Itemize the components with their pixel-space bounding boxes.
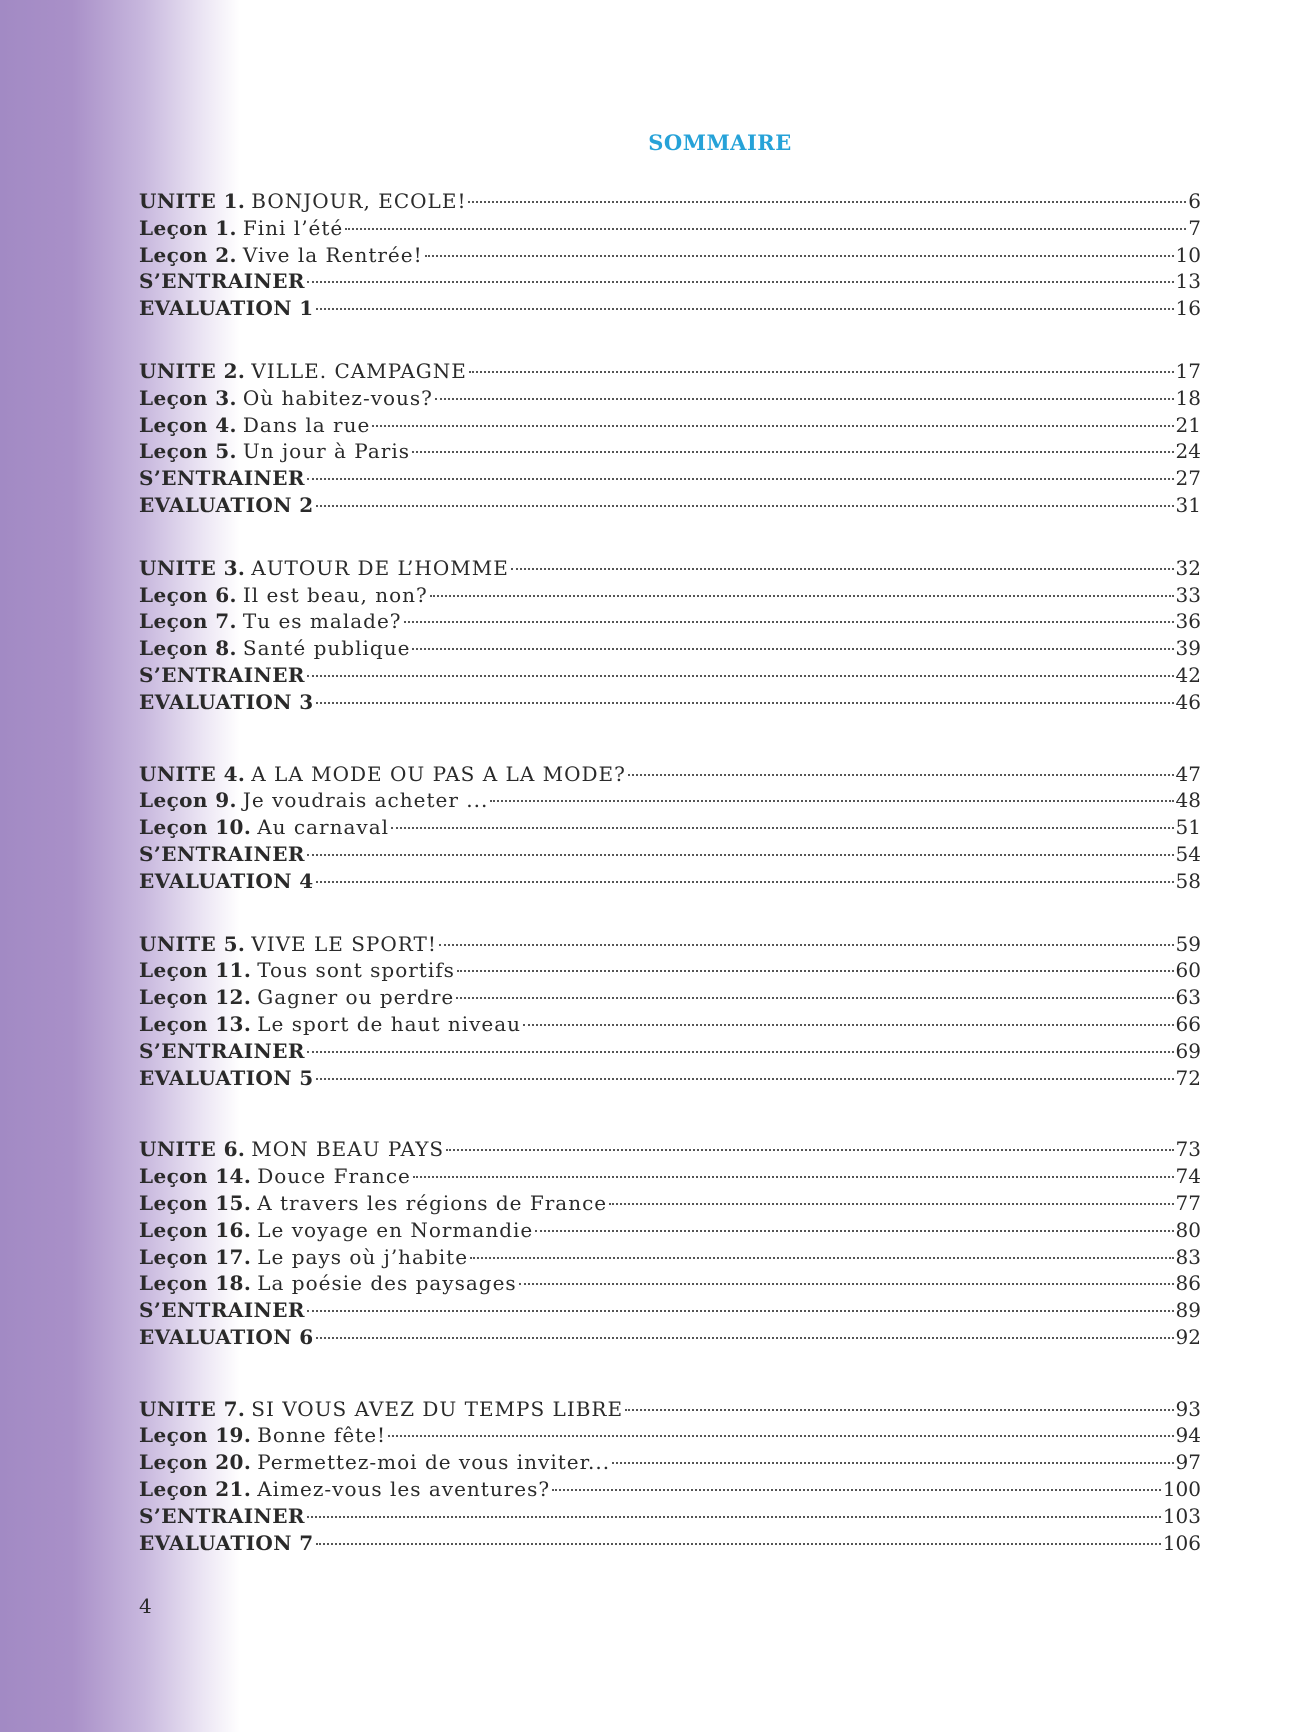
toc-section: [139, 188, 1201, 322]
toc-entry-label: Leçon 5.: [139, 439, 237, 464]
toc-entry-heading: [139, 188, 466, 215]
toc-entry[interactable]: [139, 582, 1201, 609]
toc-entry-page: 17: [1175, 358, 1201, 383]
toc-entry-heading: [139, 1190, 607, 1217]
toc-entry-label: Leçon 14.: [139, 1164, 252, 1189]
toc-entry-page: 80: [1175, 1217, 1201, 1242]
toc-entry[interactable]: [139, 358, 1201, 385]
toc-entry-heading: [139, 268, 305, 295]
toc-entry[interactable]: [139, 957, 1201, 984]
dot-leader: [413, 1175, 1174, 1178]
toc-entry-heading: [139, 492, 314, 519]
dot-leader: [490, 799, 1173, 802]
toc-entry-label: Leçon 7.: [139, 609, 237, 634]
toc-entry[interactable]: [139, 761, 1201, 788]
dot-leader: [307, 674, 1174, 677]
toc-entry-page: 63: [1175, 985, 1201, 1010]
table-of-contents: [139, 188, 1201, 1592]
dot-leader: [412, 647, 1173, 650]
toc-entry-page: 73: [1175, 1137, 1201, 1162]
toc-entry-label: EVALUATION 1: [139, 296, 314, 321]
dot-leader: [372, 424, 1173, 427]
dot-leader: [307, 280, 1174, 283]
toc-entry[interactable]: [139, 814, 1201, 841]
toc-entry-label: S’ENTRAINER: [139, 841, 305, 866]
page-number: 4: [139, 1594, 152, 1618]
dot-leader: [468, 200, 1186, 203]
toc-entry-page: 42: [1175, 662, 1201, 687]
toc-entry-heading: [139, 1244, 468, 1271]
toc-entry-heading: [139, 1503, 305, 1530]
dot-leader: [552, 1488, 1161, 1491]
toc-entry-page: 89: [1175, 1298, 1201, 1323]
dot-leader: [316, 1336, 1174, 1339]
toc-entry[interactable]: [139, 635, 1201, 662]
toc-entry-label: S’ENTRAINER: [139, 1038, 305, 1063]
toc-entry-heading: [139, 465, 305, 492]
toc-entry-heading: [139, 358, 467, 385]
toc-entry-title: SI VOUS AVEZ DU TEMPS LIBRE: [251, 1396, 624, 1421]
toc-entry-title: La poésie des paysages: [257, 1271, 517, 1296]
toc-entry-heading: [139, 1217, 533, 1244]
toc-entry[interactable]: [139, 662, 1201, 689]
toc-entry-page: 21: [1175, 412, 1201, 437]
toc-entry-label: UNITE 1.: [139, 189, 246, 213]
toc-entry[interactable]: [139, 215, 1201, 242]
toc-entry-title: A LA MODE OU PAS A LA MODE?: [251, 761, 626, 786]
toc-entry-page: 32: [1175, 555, 1201, 580]
toc-entry-label: EVALUATION 7: [139, 1530, 314, 1555]
toc-entry-label: Leçon 17.: [139, 1244, 252, 1269]
toc-entry-page: 36: [1175, 609, 1201, 634]
toc-entry-label: Leçon 6.: [139, 582, 237, 607]
toc-entry-label: UNITE 2.: [139, 358, 246, 383]
toc-entry[interactable]: [139, 1011, 1201, 1038]
toc-entry-page: 97: [1175, 1450, 1201, 1475]
toc-entry-page: 58: [1175, 868, 1201, 893]
toc-entry-heading: [139, 635, 410, 662]
toc-entry-heading: [139, 555, 509, 582]
toc-entry-title: Le sport de haut niveau: [257, 1011, 522, 1036]
toc-entry-label: Leçon 2.: [139, 242, 237, 267]
toc-entry-heading: [139, 1396, 623, 1423]
toc-entry-title: Un jour à Paris: [242, 439, 411, 464]
page-title: SOMMAIRE: [648, 130, 792, 155]
toc-entry[interactable]: [139, 787, 1201, 814]
toc-entry-page: 103: [1162, 1503, 1201, 1528]
dot-leader: [612, 1461, 1173, 1464]
dot-leader: [307, 477, 1174, 480]
toc-entry-label: S’ENTRAINER: [139, 269, 305, 294]
toc-entry-heading: [139, 761, 626, 788]
toc-entry-label: Leçon 19.: [139, 1423, 252, 1448]
dot-leader: [425, 254, 1174, 257]
toc-entry[interactable]: [139, 555, 1201, 582]
toc-entry-page: 10: [1175, 242, 1201, 267]
toc-entry-label: UNITE 3.: [139, 555, 246, 580]
toc-entry-title: Bonne fête!: [257, 1423, 387, 1448]
toc-entry-label: EVALUATION 5: [139, 1065, 314, 1090]
toc-entry-heading: [139, 1530, 314, 1557]
toc-entry-label: EVALUATION 3: [139, 689, 314, 714]
dot-leader: [316, 1542, 1161, 1545]
dot-leader: [511, 567, 1174, 570]
toc-entry-title: Gagner ou perdre: [257, 985, 455, 1010]
toc-entry-page: 106: [1162, 1530, 1201, 1555]
toc-entry-page: 60: [1175, 958, 1201, 983]
toc-entry-title: VILLE. CAMPAGNE: [251, 358, 467, 383]
toc-entry[interactable]: [139, 1163, 1201, 1190]
toc-entry-heading: [139, 438, 410, 465]
toc-entry-page: 18: [1175, 385, 1201, 410]
dot-leader: [519, 1282, 1174, 1285]
dot-leader: [446, 1148, 1173, 1151]
toc-entry-title: AUTOUR DE L’HOMME: [251, 555, 509, 580]
toc-entry-heading: [139, 608, 402, 635]
dot-leader: [628, 773, 1174, 776]
dot-leader: [307, 853, 1174, 856]
toc-entry-title: MON BEAU PAYS: [251, 1137, 445, 1162]
dot-leader: [435, 397, 1174, 400]
toc-entry[interactable]: [139, 1270, 1201, 1297]
dot-leader: [439, 943, 1174, 946]
toc-entry-label: Leçon 9.: [139, 788, 237, 813]
toc-entry-heading: [139, 787, 488, 814]
toc-entry[interactable]: [139, 1136, 1201, 1163]
toc-entry[interactable]: [139, 984, 1201, 1011]
toc-entry-title: A travers les régions de France: [257, 1190, 608, 1215]
toc-entry-page: 39: [1175, 636, 1201, 661]
toc-entry-label: Leçon 21.: [139, 1477, 252, 1502]
dot-leader: [316, 880, 1174, 883]
toc-entry-label: UNITE 6.: [139, 1137, 246, 1162]
dot-leader: [412, 450, 1174, 453]
toc-entry-label: Leçon 1.: [139, 215, 237, 240]
toc-entry[interactable]: [139, 492, 1201, 519]
toc-entry-title: Il est beau, non?: [242, 582, 428, 607]
dot-leader: [316, 504, 1174, 507]
toc-entry-page: 86: [1175, 1271, 1201, 1296]
toc-entry-heading: [139, 957, 455, 984]
toc-entry-heading: [139, 215, 343, 242]
dot-leader: [457, 969, 1174, 972]
toc-entry-label: UNITE 4.: [139, 761, 246, 786]
dot-leader: [388, 1434, 1173, 1437]
toc-entry-label: Leçon 8.: [139, 636, 237, 661]
toc-entry[interactable]: [139, 689, 1201, 716]
dot-leader: [316, 701, 1174, 704]
toc-entry[interactable]: [139, 1190, 1201, 1217]
toc-entry[interactable]: [139, 1244, 1201, 1271]
toc-entry-heading: [139, 984, 454, 1011]
toc-entry-page: 69: [1175, 1038, 1201, 1063]
toc-entry-heading: [139, 689, 314, 716]
toc-section: [139, 1136, 1201, 1350]
toc-entry[interactable]: [139, 1422, 1201, 1449]
toc-section: [139, 931, 1201, 1092]
toc-entry-heading: [139, 841, 305, 868]
toc-entry-page: 93: [1175, 1396, 1201, 1421]
toc-entry-page: 24: [1175, 439, 1201, 464]
toc-entry-label: Leçon 12.: [139, 985, 252, 1010]
toc-entry[interactable]: [139, 1396, 1201, 1423]
toc-section: [139, 1396, 1201, 1557]
toc-entry-title: Le voyage en Normandie: [257, 1217, 534, 1242]
toc-entry-label: Leçon 4.: [139, 412, 237, 437]
toc-entry-title: Fini l’été: [242, 215, 344, 240]
toc-entry-heading: [139, 242, 423, 269]
dot-leader: [307, 1050, 1174, 1053]
toc-entry-label: S’ENTRAINER: [139, 1298, 305, 1323]
toc-entry-title: VIVE LE SPORT!: [251, 931, 437, 956]
toc-entry-title: Dans la rue: [242, 412, 371, 437]
toc-entry-page: 94: [1175, 1423, 1201, 1448]
toc-entry-heading: [139, 1422, 386, 1449]
toc-entry-page: 16: [1175, 296, 1201, 321]
dot-leader: [391, 826, 1174, 829]
dot-leader: [470, 1256, 1173, 1259]
toc-entry-heading: [139, 1270, 517, 1297]
dot-leader: [469, 370, 1174, 373]
toc-entry-page: 13: [1175, 269, 1201, 294]
toc-entry-page: 77: [1175, 1190, 1201, 1215]
toc-entry-label: UNITE 5.: [139, 931, 246, 956]
toc-entry[interactable]: [139, 1449, 1201, 1476]
toc-section: [139, 358, 1201, 519]
toc-entry-label: Leçon 11.: [139, 958, 252, 983]
toc-entry-page: 100: [1162, 1477, 1201, 1502]
toc-entry-heading: [139, 295, 314, 322]
toc-entry-title: Permettez-moi de vous inviter...: [257, 1450, 611, 1475]
dot-leader: [316, 1077, 1174, 1080]
toc-entry-page: 66: [1175, 1011, 1201, 1036]
dot-leader: [625, 1408, 1173, 1411]
toc-entry[interactable]: [139, 295, 1201, 322]
toc-entry-page: 46: [1175, 689, 1201, 714]
toc-entry[interactable]: [139, 841, 1201, 868]
toc-entry[interactable]: [139, 268, 1201, 295]
toc-entry[interactable]: [139, 868, 1201, 895]
toc-entry-title: Tous sont sportifs: [257, 958, 455, 983]
toc-entry-heading: [139, 1065, 314, 1092]
toc-entry-heading: [139, 931, 437, 958]
toc-entry-heading: [139, 412, 370, 439]
toc-entry-heading: [139, 1476, 550, 1503]
toc-entry-label: S’ENTRAINER: [139, 466, 305, 491]
toc-entry-title: Aimez-vous les aventures?: [257, 1477, 551, 1502]
toc-entry[interactable]: [139, 188, 1201, 215]
toc-entry-heading: [139, 1011, 521, 1038]
toc-entry-page: 83: [1175, 1244, 1201, 1269]
toc-entry[interactable]: [139, 438, 1201, 465]
toc-entry-heading: [139, 1163, 411, 1190]
toc-entry[interactable]: [139, 1530, 1201, 1557]
toc-entry-page: 7: [1188, 215, 1201, 240]
toc-entry-heading: [139, 814, 389, 841]
toc-entry-page: 47: [1175, 761, 1201, 786]
toc-entry-page: 59: [1175, 931, 1201, 956]
toc-entry-heading: [139, 868, 314, 895]
toc-entry[interactable]: [139, 385, 1201, 412]
toc-entry-title: Au carnaval: [257, 815, 390, 840]
dot-leader: [307, 1309, 1174, 1312]
toc-entry[interactable]: [139, 1476, 1201, 1503]
toc-entry-title: Je voudrais acheter ...: [242, 788, 489, 813]
toc-entry[interactable]: [139, 1065, 1201, 1092]
toc-entry[interactable]: [139, 608, 1201, 635]
toc-entry-label: UNITE 7.: [139, 1396, 246, 1421]
dot-leader: [609, 1202, 1173, 1205]
toc-entry-label: Leçon 13.: [139, 1011, 252, 1036]
toc-entry-label: S’ENTRAINER: [139, 662, 305, 687]
toc-entry-title: Douce France: [257, 1164, 411, 1189]
toc-entry-heading: [139, 1136, 444, 1163]
toc-entry-page: 51: [1175, 815, 1201, 840]
toc-entry-heading: [139, 1449, 610, 1476]
toc-entry-title: Où habitez-vous?: [242, 385, 433, 410]
toc-entry-label: Leçon 3.: [139, 385, 237, 410]
toc-entry-label: EVALUATION 4: [139, 868, 314, 893]
toc-entry[interactable]: [139, 412, 1201, 439]
toc-entry-heading: [139, 1324, 314, 1351]
toc-entry-heading: [139, 1297, 305, 1324]
toc-entry-label: Leçon 20.: [139, 1450, 252, 1475]
toc-section: [139, 761, 1201, 895]
toc-entry-label: Leçon 10.: [139, 815, 252, 840]
toc-entry-title: Vive la Rentrée!: [242, 242, 423, 267]
toc-entry-title: Le pays où j’habite: [257, 1244, 469, 1269]
toc-entry-title: Santé publique: [242, 636, 411, 661]
toc-entry-page: 48: [1175, 788, 1201, 813]
toc-entry[interactable]: [139, 1503, 1201, 1530]
dot-leader: [316, 307, 1174, 310]
toc-entry-label: EVALUATION 2: [139, 492, 314, 517]
toc-entry[interactable]: [139, 1324, 1201, 1351]
toc-entry-page: 92: [1175, 1324, 1201, 1349]
toc-entry[interactable]: [139, 1038, 1201, 1065]
dot-leader: [404, 620, 1174, 623]
toc-entry-page: 6: [1188, 189, 1201, 213]
toc-entry-label: Leçon 16.: [139, 1217, 252, 1242]
toc-entry-label: Leçon 15.: [139, 1190, 252, 1215]
toc-entry-title: Tu es malade?: [242, 609, 402, 634]
toc-entry-page: 31: [1175, 492, 1201, 517]
toc-entry-page: 74: [1175, 1164, 1201, 1189]
toc-entry[interactable]: [139, 1217, 1201, 1244]
toc-entry-label: EVALUATION 6: [139, 1324, 314, 1349]
toc-entry-heading: [139, 1038, 305, 1065]
toc-entry-page: 72: [1175, 1065, 1201, 1090]
dot-leader: [456, 996, 1173, 999]
toc-entry-title: BONJOUR, ECOLE!: [251, 189, 467, 213]
toc-entry-label: S’ENTRAINER: [139, 1503, 305, 1528]
toc-entry-page: 33: [1175, 582, 1201, 607]
dot-leader: [430, 594, 1174, 597]
toc-entry[interactable]: [139, 1297, 1201, 1324]
toc-entry-heading: [139, 385, 433, 412]
toc-entry[interactable]: [139, 931, 1201, 958]
toc-section: [139, 555, 1201, 716]
toc-entry-page: 27: [1175, 466, 1201, 491]
toc-entry[interactable]: [139, 242, 1201, 269]
toc-entry-heading: [139, 582, 428, 609]
dot-leader: [345, 227, 1186, 230]
dot-leader: [523, 1023, 1173, 1026]
dot-leader: [307, 1515, 1161, 1518]
toc-entry-page: 54: [1175, 841, 1201, 866]
toc-entry[interactable]: [139, 465, 1201, 492]
toc-entry-heading: [139, 662, 305, 689]
dot-leader: [535, 1229, 1173, 1232]
toc-entry-label: Leçon 18.: [139, 1271, 252, 1296]
